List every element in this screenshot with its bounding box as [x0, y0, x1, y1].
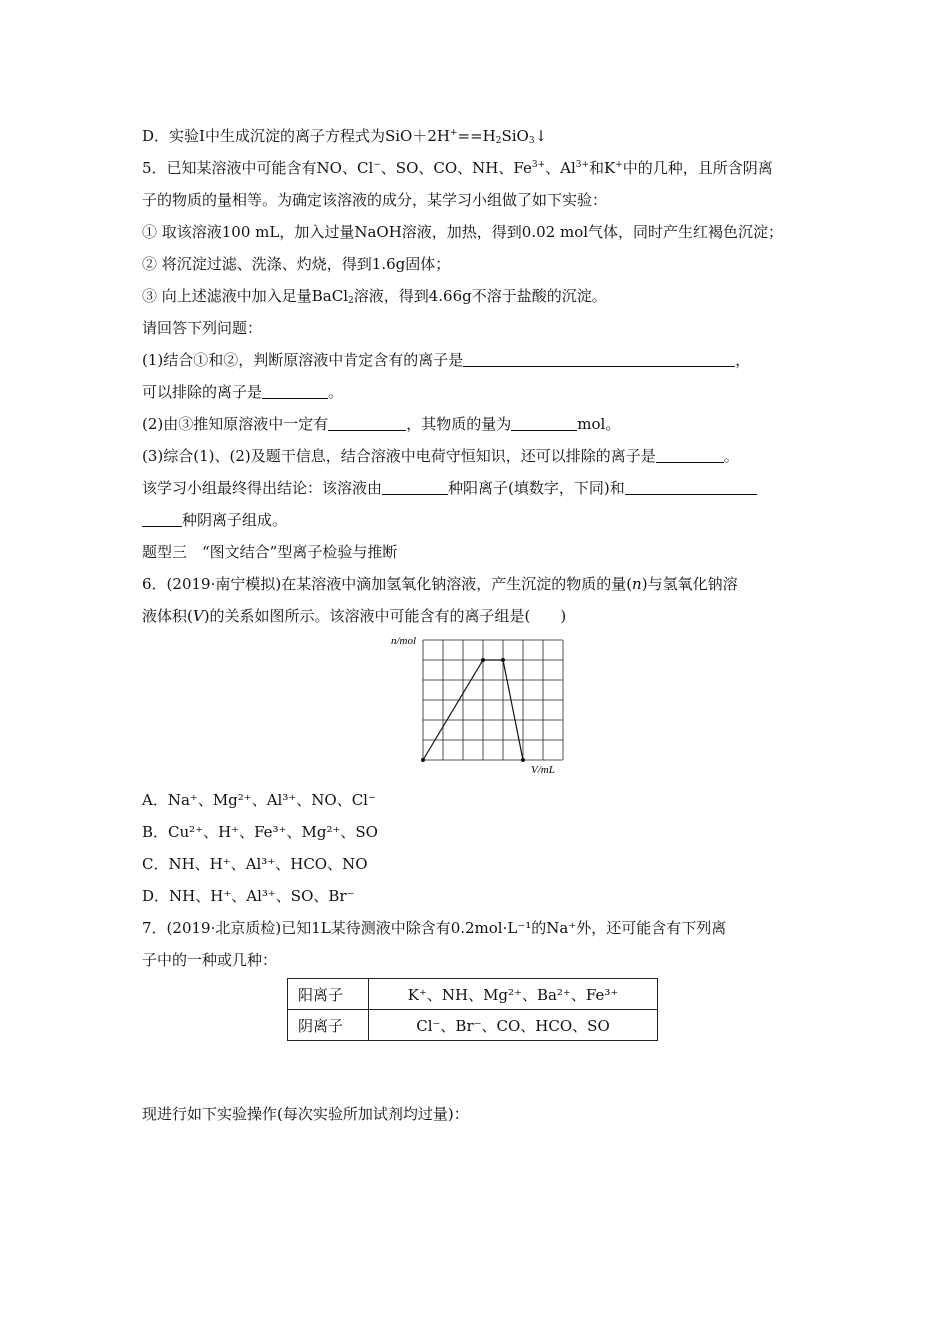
option-b[interactable]: B．Cu²⁺、H⁺、Fe³⁺、Mg²⁺、SO	[142, 823, 378, 841]
q5-sub-1: (1)结合①和②，判断原溶液中肯定含有的离子是 ，	[142, 351, 751, 369]
chart-y-label: n/mol	[391, 635, 417, 647]
q7-line-1: 7．(2019·北京质检)已知1L某待测液中除含有0.2mol·L⁻¹的Na⁺外，还可能含有下列离	[142, 919, 727, 937]
answer-blank[interactable]	[511, 416, 577, 431]
answer-blank[interactable]	[142, 512, 182, 527]
q7-line-2: 子中的一种或几种：	[142, 951, 278, 969]
section-heading: 题型三 “图文结合”型离子检验与推断	[142, 543, 398, 561]
precipitate-chart	[385, 632, 575, 777]
q5-conclusion-2: 种阴离子组成。	[142, 510, 287, 530]
answer-blank[interactable]	[262, 384, 328, 399]
q5-step-3: ③ 向上述滤液中加入足量BaCl$_2$溶液，得到4.66g不溶于盐酸的沉淀。	[142, 287, 607, 306]
final-line: 现进行如下实验操作(每次实验所加试剂均过量)：	[142, 1105, 469, 1123]
q5-step-1: ① 取该溶液100 mL，加入过量NaOH溶液，加热，得到0.02 mol气体，同时产生红褐色沉淀；	[142, 223, 784, 241]
q5-prompt: 请回答下列问题：	[142, 319, 263, 337]
chart-point	[421, 758, 425, 762]
option-d-prev: D．实验Ⅰ中生成沉淀的离子方程式为$SiO+2H^+==H_2SiO_3↓$	[142, 127, 548, 146]
q6-line-2: 液体积(V)的关系如图所示。该溶液中可能含有的离子组是( )	[142, 607, 567, 625]
chart-point	[481, 658, 485, 662]
option-a[interactable]: A．Na⁺、Mg²⁺、Al³⁺、NO、Cl⁻	[142, 791, 376, 809]
option-d[interactable]: D．NH、H⁺、Al³⁺、SO、Br⁻	[142, 887, 355, 905]
chart-grid	[423, 640, 563, 760]
chart-point	[501, 658, 505, 662]
table-cell: Cl⁻、Br⁻、CO、HCO、SO	[369, 1010, 658, 1041]
q5-sub-3: (3)综合(1)、(2)及题干信息，结合溶液中电荷守恒知识，还可以排除的离子是 。	[142, 447, 739, 465]
answer-blank[interactable]	[463, 352, 735, 367]
q5-conclusion: 该学习小组最终得出结论：该溶液由 种阳离子(填数字，下同)和	[142, 478, 757, 498]
chart-series-line	[423, 660, 523, 760]
option-c[interactable]: C．NH、H⁺、Al³⁺、HCO、NO	[142, 855, 368, 873]
answer-blank[interactable]	[625, 480, 757, 495]
q5-sub-1b: 可以排除的离子是 。	[142, 383, 344, 401]
ion-table	[287, 978, 658, 1041]
q5-line-1: 5．已知某溶液中可能含有NO、Cl−、SO、CO、NH、$Fe^{3+}$、$Al^{3+}$和K+中的几种，且所含阴离	[142, 159, 773, 177]
answer-blank[interactable]	[382, 480, 448, 495]
q5-step-2: ② 将沉淀过滤、洗涤、灼烧，得到1.6g固体；	[142, 255, 451, 273]
table-row	[288, 1010, 658, 1041]
table-row	[288, 979, 658, 1010]
chart-point	[521, 758, 525, 762]
chart-x-label: V/mL	[531, 764, 555, 776]
answer-blank[interactable]	[656, 448, 724, 463]
answer-blank[interactable]	[328, 416, 406, 431]
table-head: 阳离子	[288, 979, 369, 1010]
table-head: 阴离子	[288, 1010, 369, 1041]
q5-sub-2: (2)由③推知原溶液中一定有 ，其物质的量为 mol。	[142, 415, 621, 433]
table-cell: K⁺、NH、Mg²⁺、Ba²⁺、Fe³⁺	[369, 979, 658, 1010]
q5-line-2: 子的物质的量相等。为确定该溶液的成分，某学习小组做了如下实验：	[142, 191, 608, 209]
q6-line-1: 6．(2019·南宁模拟)在某溶液中滴加氢氧化钠溶液，产生沉淀的物质的量(n)与氢氧化钠溶	[142, 575, 738, 593]
